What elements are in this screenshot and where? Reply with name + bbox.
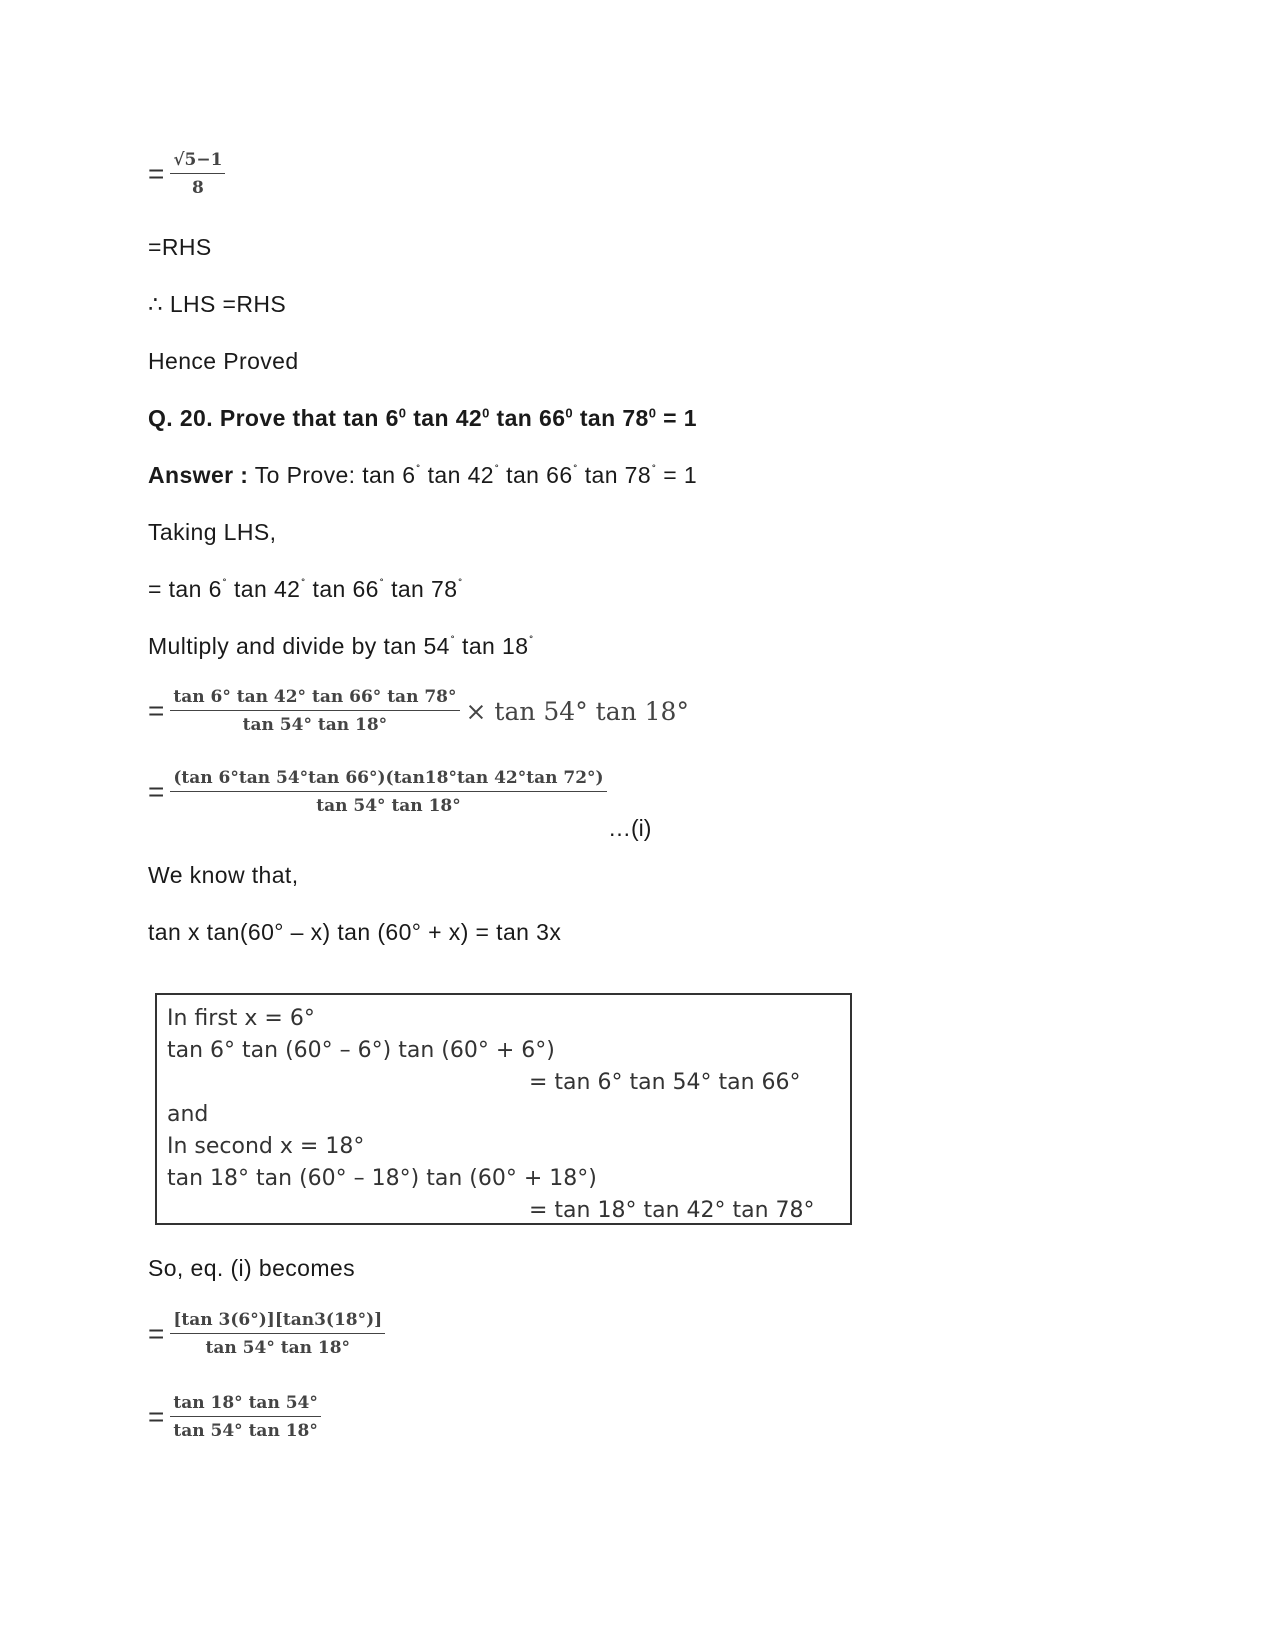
degree-mark: ˚ [652,463,657,478]
fraction-numerator: √5−1 [170,150,225,174]
answer-text: tan 42 [420,462,494,488]
degree-mark: ˚ [222,577,228,592]
q20-text: tan 42 [406,405,483,431]
answer-text: tan 66 [499,462,573,488]
rhs-line: =RHS [148,234,212,260]
degree-mark: ˚ [416,463,421,478]
equals-sign: = [148,1318,165,1349]
equation-tag: …(i) [608,815,652,841]
q20-text: = 1 [656,405,697,431]
fraction-denominator: tan 54° tan 18° [316,796,461,816]
taking-lhs-line: Taking LHS, [148,519,277,545]
expr-text: Multiply and divide by tan 54 [148,633,450,659]
multiplier-term: × tan 54° tan 18° [465,696,689,726]
q20-text: tan 78 [573,405,649,431]
fraction-numerator: [tan 3(6°)][tan3(18°)] [170,1310,385,1334]
q20-text: tan 66 [489,405,566,431]
box-line: = tan 6° tan 54° tan 66° [529,1070,801,1095]
box-line: In first x = 6° [167,1006,315,1031]
multiply-divide-line [148,633,534,660]
so-eq-line: So, eq. (i) becomes [148,1255,356,1281]
degree-mark: ˚ [529,634,534,649]
degree-mark: ˚ [494,463,500,478]
equation-final [148,1393,321,1441]
identity-line: tan x tan(60° – x) tan (60° + x) = tan 3x [148,919,562,945]
we-know-line: We know that, [148,862,299,888]
degree-mark: ˚ [458,577,463,592]
equation-sqrt5 [148,150,225,198]
answer-line [148,462,697,489]
fraction [170,150,225,198]
fraction [170,1310,385,1358]
equals-sign: = [148,695,165,726]
answer-text: To Prove: tan 6 [248,462,416,488]
degree-mark: ˚ [301,577,306,592]
fraction-numerator: tan 18° tan 54° [170,1393,321,1417]
box-line: = tan 18° tan 42° tan 78° [529,1198,815,1223]
substitution-box [155,993,852,1225]
degree-mark: ˚ [379,577,385,592]
expr-text: tan 18 [455,633,529,659]
box-line: tan 6° tan (60° – 6°) tan (60° + 6°) [167,1038,555,1063]
hence-proved-line: Hence Proved [148,348,299,374]
equation-multiply [148,687,689,735]
superscript: 0 [648,405,657,421]
equation-tan3x [148,1310,385,1358]
lhs-expression-line [148,576,463,603]
expr-text: tan 42 [227,576,301,602]
box-line: In second x = 18° [167,1134,365,1159]
expr-text: tan 78 [384,576,458,602]
fraction-numerator: tan 6° tan 42° tan 66° tan 78° [170,687,459,711]
degree-mark: ˚ [573,463,578,478]
superscript: 0 [398,405,407,421]
degree-mark: ˚ [450,634,456,649]
fraction [170,1393,321,1441]
fraction-denominator: tan 54° tan 18° [242,715,388,735]
answer-label: Answer : [148,462,249,488]
answer-text: tan 78 [577,462,652,488]
expr-text: = tan 6 [148,576,222,602]
answer-text: = 1 [656,462,698,488]
fraction-denominator: tan 54° tan 18° [173,1421,318,1441]
therefore-line: ∴ LHS =RHS [148,291,287,317]
question-20-heading [148,405,697,432]
superscript: 0 [482,405,490,421]
equation-grouped [148,768,607,816]
fraction-denominator: 8 [191,178,204,198]
equals-sign: = [148,1401,165,1432]
box-line: tan 18° tan (60° – 18°) tan (60° + 18°) [167,1166,597,1191]
fraction-denominator: tan 54° tan 18° [205,1338,351,1358]
q20-text: Q. 20. Prove that tan 6 [148,405,399,431]
equals-sign: = [148,776,165,807]
equals-sign: = [148,158,165,189]
box-line: and [167,1102,209,1127]
fraction [170,687,459,735]
fraction-numerator: (tan 6°tan 54°tan 66°)(tan18°tan 42°tan 72°) [170,768,606,792]
expr-text: tan 66 [305,576,379,602]
superscript: 0 [565,405,574,421]
fraction [170,768,606,816]
